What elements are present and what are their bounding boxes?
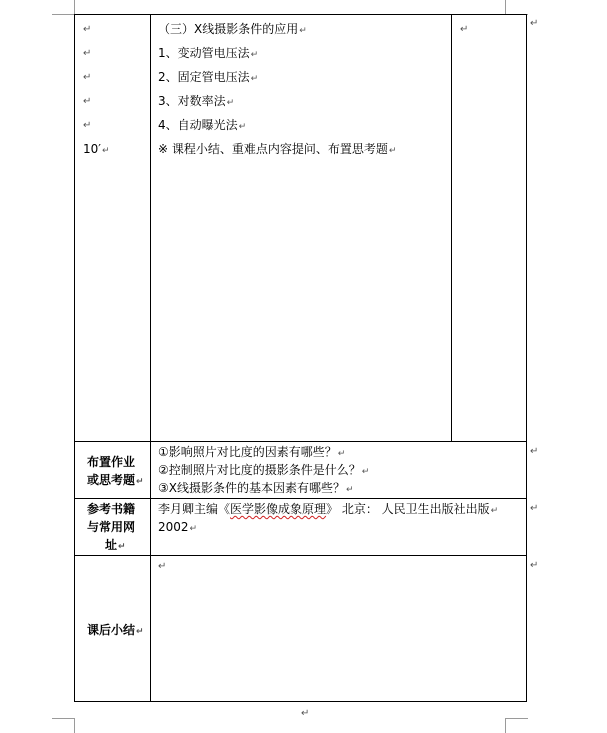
reference-year: 2002↵ (158, 520, 198, 534)
paragraph-mark: ↵ (83, 120, 92, 131)
after-class-summary-label: 课后小结↵ (87, 623, 144, 637)
row-end-mark: ↵ (530, 18, 539, 29)
page-corner-mark (505, 718, 528, 733)
homework-label: 或思考题↵ (87, 473, 144, 487)
row-divider (74, 498, 527, 499)
paragraph-mark: ↵ (158, 561, 167, 572)
section-heading: （三）X线摄影条件的应用↵ (158, 22, 307, 36)
homework-label: 布置作业 (87, 455, 136, 469)
table-border (74, 14, 527, 15)
table-border (74, 701, 527, 702)
table-border (74, 14, 75, 702)
homework-question: ③X线摄影条件的基本因素有哪些？↵ (158, 481, 354, 495)
column-divider (451, 14, 452, 442)
row-divider (74, 441, 527, 442)
table-border (526, 14, 527, 702)
homework-question: ①影响照片对比度的因素有哪些？↵ (158, 445, 346, 459)
paragraph-mark: ↵ (83, 96, 92, 107)
method-item: 2、固定管电压法↵ (158, 70, 259, 84)
paragraph-mark: ↵ (83, 48, 92, 59)
method-item: 4、自动曝光法↵ (158, 118, 247, 132)
time-allocation: 10′↵ (83, 142, 110, 156)
method-item: 1、变动管电压法↵ (158, 46, 259, 60)
method-item: 3、对数率法↵ (158, 94, 235, 108)
paragraph-mark: ↵ (301, 708, 310, 719)
row-end-mark: ↵ (530, 446, 539, 457)
row-end-mark: ↵ (530, 560, 539, 571)
lesson-summary-note: ※ 课程小结、重难点内容提问、布置思考题↵ (158, 142, 397, 156)
row-divider (74, 555, 527, 556)
paragraph-mark: ↵ (460, 24, 469, 35)
page-corner-mark (52, 718, 75, 733)
column-divider (150, 14, 151, 702)
paragraph-mark: ↵ (83, 72, 92, 83)
references-label: 址↵ (105, 538, 126, 552)
page-corner-mark (52, 0, 75, 15)
references-label: 与常用网 (87, 520, 136, 534)
page-corner-mark (505, 0, 528, 15)
paragraph-mark: ↵ (83, 24, 92, 35)
reference-entry: 李月卿主编《医学影像成象原理》 北京： 人民卫生出版社出版↵ (158, 502, 499, 516)
references-label: 参考书籍 (87, 502, 136, 516)
homework-question: ②控制照片对比度的摄影条件是什么？↵ (158, 463, 370, 477)
row-end-mark: ↵ (530, 503, 539, 514)
